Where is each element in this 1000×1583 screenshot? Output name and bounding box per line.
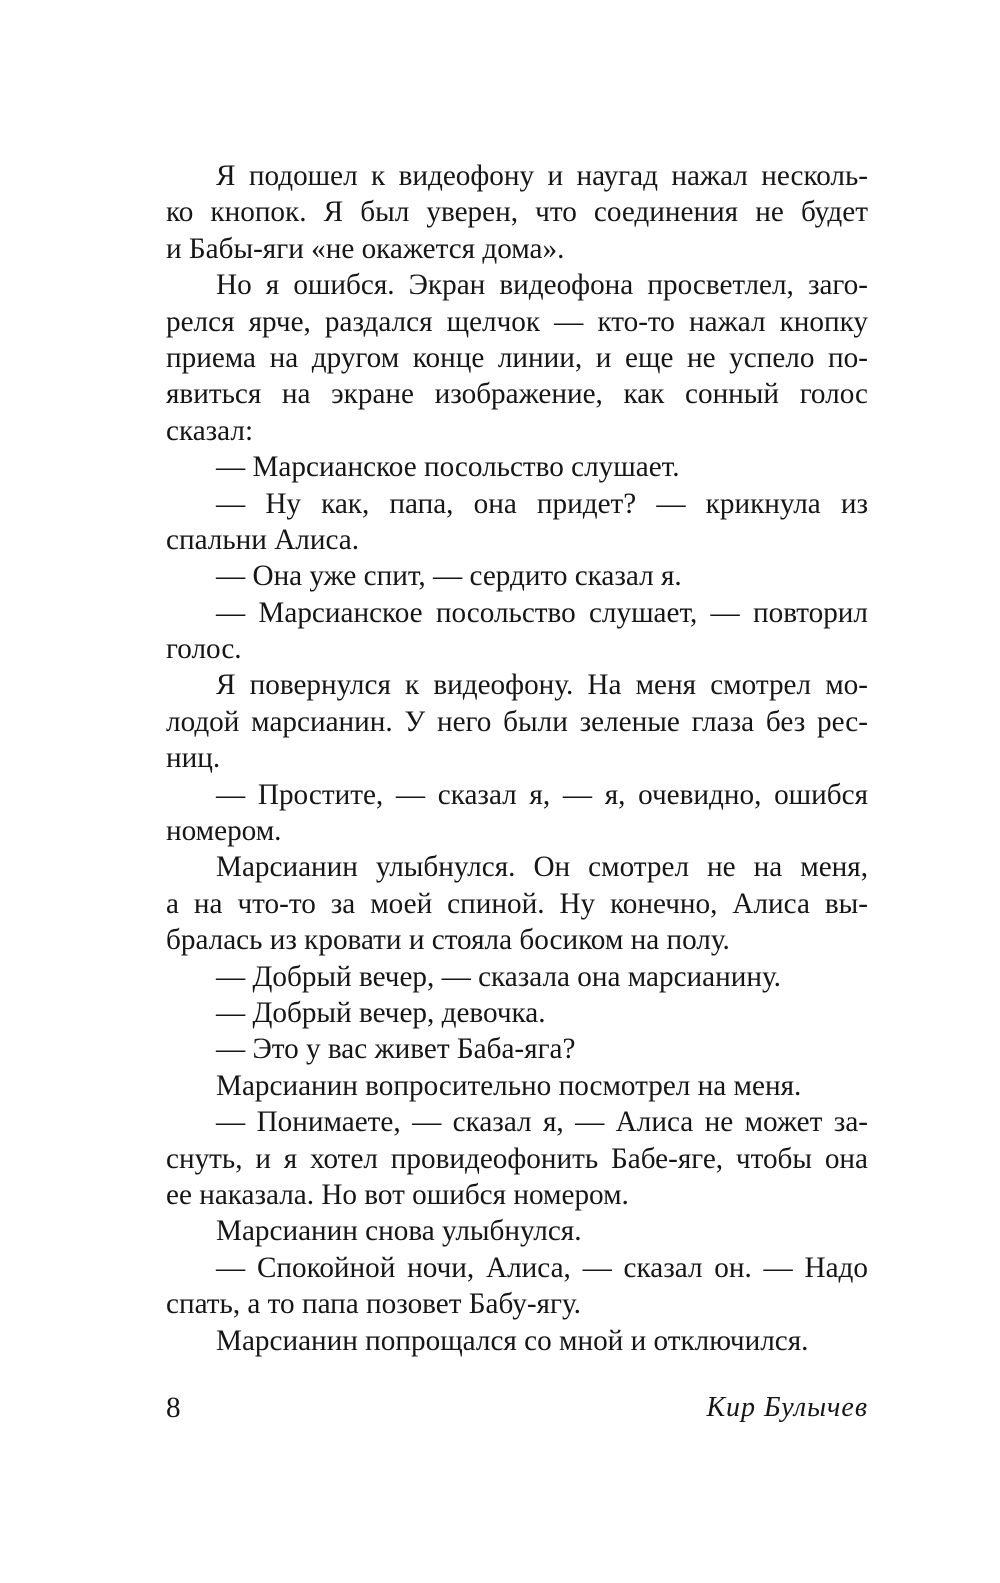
paragraph <box>166 267 868 449</box>
text-line: — Понимаете, — сказал я, — Алиса не может за- <box>216 1106 868 1139</box>
paragraph <box>166 777 868 850</box>
paragraph <box>166 995 868 1031</box>
text-line: номером. <box>166 815 282 848</box>
paragraph <box>166 558 868 594</box>
paragraph <box>166 595 868 668</box>
paragraph <box>166 1250 868 1323</box>
text-line: — Простите, — сказал я, — я, очевидно, ошибся <box>216 778 868 811</box>
text-line: Марсианин снова улыбнулся. <box>216 1215 582 1248</box>
text-line: ко кнопок. Я был уверен, что соединения не будет <box>166 196 868 229</box>
text-line: явиться на экране изображение, как сонный голос <box>166 378 868 411</box>
paragraph <box>166 1068 868 1104</box>
paragraph <box>166 667 868 776</box>
text-line: снуть, и я хотел провидеофонить Бабе-яге, чтобы она <box>166 1142 868 1175</box>
text-line: — Марсианское посольство слушает, — повторил <box>216 596 868 629</box>
text-line: сказал: <box>166 414 254 447</box>
paragraph <box>166 1031 868 1067</box>
text-line: спальни Алиса. <box>166 523 360 556</box>
text-line: — Она уже спит, — сердито сказал я. <box>216 560 682 593</box>
page-number: 8 <box>166 1392 181 1424</box>
text-line: релся ярче, раздался щелчок — кто-то нажал кнопку <box>166 305 868 338</box>
paragraph <box>166 1323 868 1359</box>
text-line: лодой марсианин. У него были зеленые глаза без рес- <box>166 705 868 738</box>
text-line: — Марсианское посольство слушает. <box>216 451 680 484</box>
text-line: Марсианин вопросительно посмотрел на меня. <box>216 1069 802 1102</box>
text-line: ее наказала. Но вот ошибся номером. <box>166 1178 629 1211</box>
running-header-author: Кир Булычев <box>706 1392 868 1423</box>
page-footer <box>166 1388 868 1428</box>
text-line: голос. <box>166 633 242 666</box>
paragraph <box>166 449 868 485</box>
text-line: бралась из кровати и стояла босиком на полу. <box>166 924 730 957</box>
text-line: — Спокойной ночи, Алиса, — сказал он. — Надо <box>216 1251 868 1284</box>
paragraph <box>166 1213 868 1249</box>
text-line: Но я ошибся. Экран видеофона просветлел, заго- <box>216 269 868 302</box>
text-line: спать, а то папа позовет Бабу-ягу. <box>166 1288 581 1321</box>
text-line: Я подошел к видеофону и наугад нажал несколь- <box>216 160 868 192</box>
text-line: — Это у вас живет Баба-яга? <box>216 1033 576 1066</box>
text-line: Я повернулся к видеофону. На меня смотрел мо- <box>216 669 868 702</box>
text-line: — Добрый вечер, девочка. <box>216 996 546 1029</box>
paragraph <box>166 959 868 995</box>
paragraph <box>166 849 868 958</box>
text-line: а на что-то за моей спиной. Ну конечно, Алиса вы- <box>166 887 868 920</box>
paragraph <box>166 486 868 559</box>
body-text <box>166 158 868 1359</box>
text-line: и Бабы-яги «не окажется дома». <box>166 232 565 265</box>
text-line: приема на другом конце линии, и еще не успело по- <box>166 341 868 374</box>
paragraph <box>166 158 868 267</box>
paragraph <box>166 1104 868 1213</box>
text-line: Марсианин попрощался со мной и отключился. <box>216 1324 809 1357</box>
text-line: Марсианин улыбнулся. Он смотрел не на меня, <box>216 851 868 884</box>
text-line: — Добрый вечер, — сказала она марсианину. <box>216 960 781 993</box>
text-line: — Ну как, папа, она придет? — крикнула из <box>216 487 868 520</box>
text-line: ниц. <box>166 742 221 775</box>
